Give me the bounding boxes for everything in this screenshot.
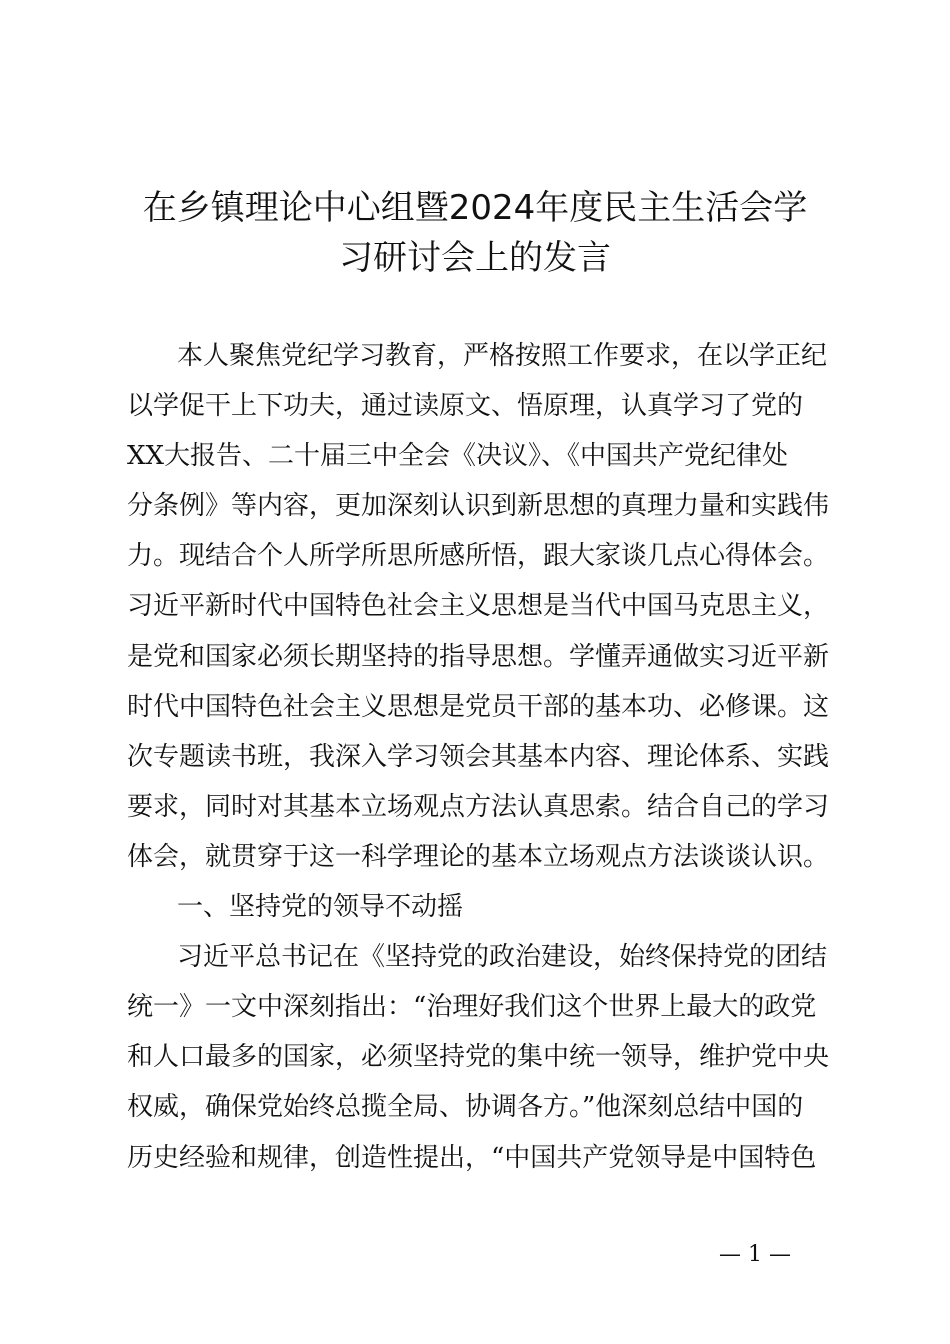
section-heading: 一、坚持党的领导不动摇 [177, 892, 464, 923]
paragraph-line: 次专题读书班，我深入学习领会其基本内容、理论体系、实践 [127, 741, 830, 772]
paragraph-line: 习近平总书记在《坚持党的政治建设，始终保持党的团结 [177, 942, 828, 973]
paragraph-line: 统一》一文中深刻指出：“治理好我们这个世界上最大的政党 [127, 992, 817, 1023]
title-line-1: 在乡镇理论中心组暨2024年度民主生活会学 [142, 188, 808, 228]
paragraph-line: 习近平新时代中国特色社会主义思想是当代中国马克思主义， [127, 591, 830, 622]
paragraph-line: 要求，同时对其基本立场观点方法认真思索。结合自己的学习 [127, 791, 830, 822]
paragraph-line: XX大报告、二十届三中全会《决议》、《中国共产党纪律处 [127, 441, 789, 472]
paragraph-line: 分条例》等内容，更加深刻认识到新思想的真理力量和实践伟 [127, 491, 830, 522]
paragraph-line: 力。现结合个人所学所思所感所悟，跟大家谈几点心得体会。 [127, 541, 830, 572]
title-line-2: 习研讨会上的发言 [339, 238, 611, 278]
document-title [120, 183, 830, 283]
document-body [127, 331, 832, 1183]
paragraph-line: 本人聚焦党纪学习教育，严格按照工作要求，在以学正纪 [177, 341, 828, 371]
paragraph-line: 和人口最多的国家，必须坚持党的集中统一领导，维护党中央 [127, 1042, 830, 1073]
paragraph-line: 历史经验和规律，创造性提出，“中国共产党领导是中国特色 [127, 1142, 817, 1173]
paragraph-line: 是党和国家必须长期坚持的指导思想。学懂弄通做实习近平新 [127, 641, 830, 672]
paragraph-line: 以学促干上下功夫，通过读原文、悟原理，认真学习了党的 [127, 391, 804, 422]
page-number: — 1 — [719, 1242, 791, 1267]
paragraph-line: 权威，确保党始终总揽全局、协调各方。”他深刻总结中国的 [127, 1092, 804, 1123]
paragraph-line: 时代中国特色社会主义思想是党员干部的基本功、必修课。这 [127, 691, 830, 722]
paragraph-line: 体会，就贯穿于这一科学理论的基本立场观点方法谈谈认识。 [127, 841, 830, 872]
